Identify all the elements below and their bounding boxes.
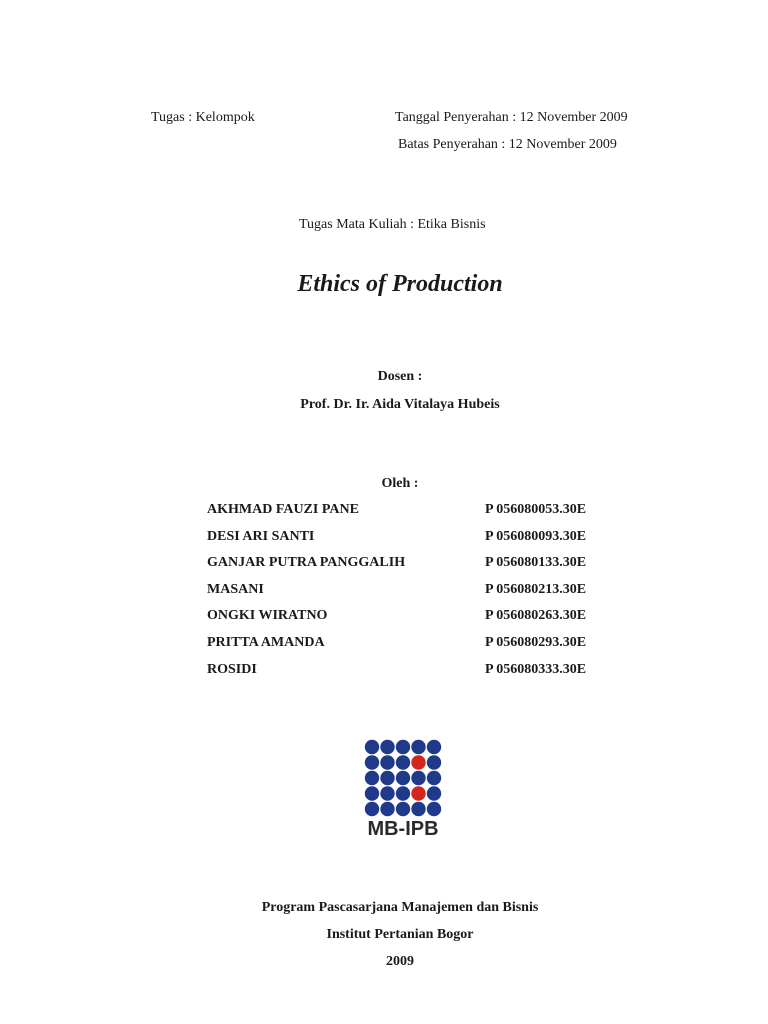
task-type: Tugas : Kelompok xyxy=(151,110,255,125)
lecturer-label: Dosen : xyxy=(377,369,423,384)
logo-dot xyxy=(380,740,394,754)
year: 2009 xyxy=(386,954,414,969)
logo-dot xyxy=(427,802,441,816)
member-id: P 056080213.30E xyxy=(485,582,587,597)
logo-dot xyxy=(365,802,379,816)
mb-ipb-logo-icon xyxy=(364,739,442,817)
member-id: P 056080093.30E xyxy=(485,529,587,544)
logo-dot xyxy=(380,802,394,816)
member-name: PRITTA AMANDA xyxy=(207,635,325,650)
logo-dot xyxy=(427,755,441,769)
lecturer-name: Prof. Dr. Ir. Aida Vitalaya Hubeis xyxy=(300,397,500,412)
logo-text: MB-IPB xyxy=(367,818,439,840)
logo-dot xyxy=(365,740,379,754)
member-name: MASANI xyxy=(207,582,264,597)
institute-name: Institut Pertanian Bogor xyxy=(326,927,474,942)
member-id: P 056080133.30E xyxy=(485,555,587,570)
logo-dot xyxy=(427,740,441,754)
member-name: ROSIDI xyxy=(207,662,257,677)
logo-dot xyxy=(365,786,379,800)
member-id: P 056080333.30E xyxy=(485,662,587,677)
member-name: GANJAR PUTRA PANGGALIH xyxy=(207,555,406,570)
course-name: Tugas Mata Kuliah : Etika Bisnis xyxy=(299,217,486,232)
deadline-date: Batas Penyerahan : 12 November 2009 xyxy=(398,137,617,152)
document-title: Ethics of Production xyxy=(297,271,503,297)
member-name: AKHMAD FAUZI PANE xyxy=(207,502,359,517)
logo-dot xyxy=(427,786,441,800)
member-name: DESI ARI SANTI xyxy=(207,529,315,544)
logo-dot xyxy=(427,771,441,785)
member-id: P 056080263.30E xyxy=(485,608,587,623)
logo-dot xyxy=(411,771,425,785)
logo-dot xyxy=(396,771,410,785)
logo-dot xyxy=(396,755,410,769)
logo-dot-accent xyxy=(411,786,425,800)
logo-dot xyxy=(365,755,379,769)
logo-dot-accent xyxy=(411,755,425,769)
logo-dot xyxy=(380,786,394,800)
logo-dot xyxy=(396,740,410,754)
member-id: P 056080053.30E xyxy=(485,502,587,517)
member-name: ONGKI WIRATNO xyxy=(207,608,328,623)
logo-dot xyxy=(411,802,425,816)
member-id: P 056080293.30E xyxy=(485,635,587,650)
logo-dot xyxy=(396,786,410,800)
logo-dot xyxy=(396,802,410,816)
program-name: Program Pascasarjana Manajemen dan Bisnis xyxy=(261,900,539,915)
logo-dot xyxy=(365,771,379,785)
logo-dot xyxy=(411,740,425,754)
submission-date: Tanggal Penyerahan : 12 November 2009 xyxy=(395,110,628,125)
members-label: Oleh : xyxy=(381,476,419,491)
logo-dot xyxy=(380,771,394,785)
logo-dot xyxy=(380,755,394,769)
